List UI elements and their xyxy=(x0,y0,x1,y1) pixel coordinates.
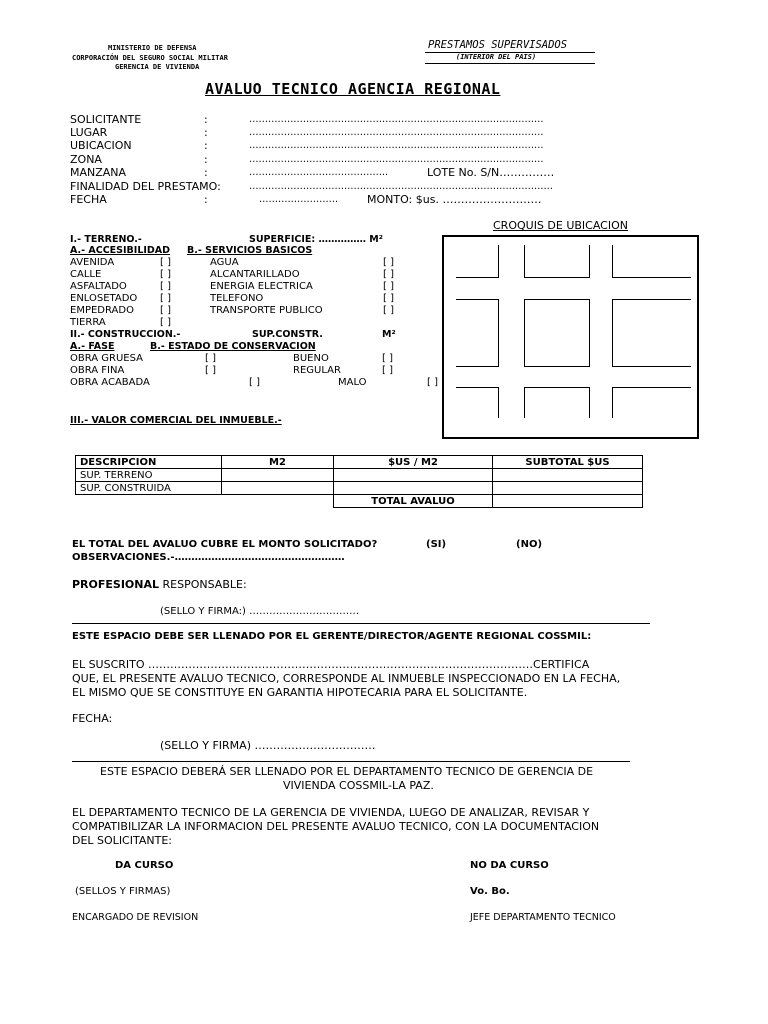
gerente-line: QUE, EL PRESENTE AVALUO TECNICO, CORRESPONDE AL INMUEBLE INSPECCIONADO EN LA FECHA, xyxy=(72,672,621,685)
total-label: TOTAL AVALUO xyxy=(334,495,493,508)
terreno-heading: I.- TERRENO.- xyxy=(70,234,142,245)
sup-constr-label: SUP.CONSTR. xyxy=(252,329,323,340)
encargado-label: ENCARGADO DE REVISION xyxy=(72,912,199,923)
checkbox[interactable]: [ ] xyxy=(383,257,394,268)
table-cell[interactable] xyxy=(334,482,493,495)
monto-field[interactable]: MONTO: $us. ……………………… xyxy=(367,193,542,206)
column-header: SUBTOTAL $US xyxy=(493,456,643,469)
program-subtitle: (INTERIOR DEL PAIS) xyxy=(456,53,537,61)
table-cell[interactable] xyxy=(222,482,334,495)
field-fecha-label: FECHA xyxy=(70,193,107,206)
table-cell[interactable] xyxy=(493,482,643,495)
question-text: EL TOTAL DEL AVALUO CUBRE EL MONTO SOLICITADO? xyxy=(72,539,378,550)
no-da-curso-option[interactable]: NO DA CURSO xyxy=(470,860,549,871)
vobo-label: Vo. Bo. xyxy=(470,886,510,897)
column-header: M2 xyxy=(222,456,334,469)
fase-item: OBRA ACABADA xyxy=(70,377,150,388)
colon: : xyxy=(204,153,208,166)
servicios-heading: B.- SERVICIOS BASICOS xyxy=(187,245,313,256)
checkbox[interactable]: [ ] xyxy=(205,365,216,376)
departamento-line: VIVIENDA COSSMIL-LA PAZ. xyxy=(283,779,434,792)
profesional-rest: RESPONSABLE: xyxy=(159,578,247,591)
field-solicitante-label: SOLICITANTE xyxy=(70,113,142,126)
profesional-bold: PROFESIONAL xyxy=(72,578,160,591)
service-item: ENERGIA ELECTRICA xyxy=(210,281,313,292)
field-manzana-label: MANZANA xyxy=(70,166,127,179)
total-cell[interactable] xyxy=(493,495,643,508)
table-cell[interactable] xyxy=(493,469,643,482)
table-header-row xyxy=(76,456,643,469)
ministry-label: MINISTERIO DE DEFENSA xyxy=(108,44,197,52)
checkbox[interactable]: [ ] xyxy=(383,293,394,304)
checkbox[interactable]: [ ] xyxy=(205,353,216,364)
valuation-table xyxy=(75,455,643,508)
colon: : xyxy=(204,113,208,126)
colon: : xyxy=(204,126,208,139)
empty-cell xyxy=(76,495,222,508)
checkbox[interactable]: [ ] xyxy=(160,269,171,280)
checkbox[interactable]: [ ] xyxy=(160,293,171,304)
field-ubicacion-label: UBICACION xyxy=(70,139,132,152)
checkbox[interactable]: [ ] xyxy=(383,305,394,316)
table-cell[interactable] xyxy=(222,469,334,482)
checkbox[interactable]: [ ] xyxy=(160,305,171,316)
checkbox[interactable]: [ ] xyxy=(160,281,171,292)
table-row xyxy=(76,482,643,495)
checkbox[interactable]: [ ] xyxy=(160,257,171,268)
departamento-line: ESTE ESPACIO DEBERÁ SER LLENADO POR EL DEPARTAMENTO TECNICO DE GERENCIA DE xyxy=(100,765,594,778)
no-option[interactable]: (NO) xyxy=(516,539,543,550)
estado-item: BUENO xyxy=(293,353,329,364)
jefe-label: JEFE DEPARTAMENTO TECNICO xyxy=(470,912,616,923)
column-header: $US / M2 xyxy=(334,456,493,469)
sellos-label: (SELLOS Y FIRMAS) xyxy=(75,886,171,897)
field-lugar-label: LUGAR xyxy=(70,126,108,139)
accesibilidad-heading: A.- ACCESIBILIDAD xyxy=(70,245,171,256)
profesional-label xyxy=(72,578,247,591)
field-finalidad-label: FINALIDAD DEL PRESTAMO: xyxy=(70,180,221,193)
estado-item: REGULAR xyxy=(293,365,341,376)
si-option[interactable]: (SI) xyxy=(426,539,447,550)
profesional-signature[interactable]: (SELLO Y FIRMA:) …………………………… xyxy=(160,606,360,617)
empty-cell xyxy=(222,495,334,508)
checkbox[interactable]: [ ] xyxy=(249,377,260,388)
corporation-label: CORPORACIÓN DEL SEGURO SOCIAL MILITAR xyxy=(72,54,228,62)
service-item: TRANSPORTE PUBLICO xyxy=(210,305,323,316)
gerente-line: EL MISMO QUE SE CONSTITUYE EN GARANTIA HIPOTECARIA PARA EL SOLICITANTE. xyxy=(72,686,528,699)
colon: : xyxy=(204,166,208,179)
departamento-paragraph: EL DEPARTAMENTO TECNICO DE LA GERENCIA DE VIVIENDA, LUEGO DE ANALIZAR, REVISAR Y xyxy=(72,806,590,819)
access-item: TIERRA xyxy=(70,317,106,328)
lote-field[interactable]: LOTE No. S/N…………… xyxy=(427,166,555,179)
service-item: TELEFONO xyxy=(210,293,264,304)
construccion-heading: II.- CONSTRUCCION.- xyxy=(70,329,181,340)
departamento-paragraph: COMPATIBILIZAR LA INFORMACION DEL PRESENTE AVALUO TECNICO, CON LA DOCUMENTACION xyxy=(72,820,600,833)
page-title: AVALUO TECNICO AGENCIA REGIONAL xyxy=(205,80,501,98)
croquis-box[interactable] xyxy=(442,235,699,439)
ubicacion-field[interactable]: ………………………………………………………………………………… xyxy=(249,140,544,151)
service-item: AGUA xyxy=(210,257,239,268)
fecha-field[interactable]: ……………………. xyxy=(259,194,339,205)
colon: : xyxy=(204,139,208,152)
gerente-fecha-label: FECHA: xyxy=(72,712,113,725)
departamento-paragraph: DEL SOLICITANTE: xyxy=(72,834,172,847)
gerente-line[interactable]: EL SUSCRITO ……………………………………………………………………………………………CERTIFICA xyxy=(72,658,590,671)
valor-heading: III.- VALOR COMERCIAL DEL INMUEBLE.- xyxy=(70,415,282,426)
access-item: CALLE xyxy=(70,269,102,280)
service-item: ALCANTARILLADO xyxy=(210,269,300,280)
checkbox[interactable]: [ ] xyxy=(382,353,393,364)
access-item: AVENIDA xyxy=(70,257,115,268)
table-cell[interactable] xyxy=(334,469,493,482)
checkbox[interactable]: [ ] xyxy=(427,377,438,388)
finalidad-field[interactable]: …………………………………………………………………………………… xyxy=(249,181,553,192)
table-total-row xyxy=(76,495,643,508)
fase-item: OBRA GRUESA xyxy=(70,353,144,364)
fase-heading: A.- FASE xyxy=(70,341,115,352)
gerente-signature[interactable]: (SELLO Y FIRMA) …………………………… xyxy=(160,739,376,752)
m2-label: M² xyxy=(382,329,396,340)
program-title: PRESTAMOS SUPERVISADOS xyxy=(428,39,568,51)
observaciones-field[interactable]: OBSERVACIONES.-…………………………………………… xyxy=(72,552,345,563)
gerencia-label: GERENCIA DE VIVIENDA xyxy=(115,63,200,71)
croquis-title: CROQUIS DE UBICACION xyxy=(493,219,628,232)
fase-item: OBRA FINA xyxy=(70,365,125,376)
row-label: SUP. CONSTRUIDA xyxy=(76,482,222,495)
table-row xyxy=(76,469,643,482)
gerente-heading: ESTE ESPACIO DEBE SER LLENADO POR EL GERENTE/DIRECTOR/AGENTE REGIONAL COSSMIL: xyxy=(72,631,592,642)
checkbox[interactable]: [ ] xyxy=(382,365,393,376)
checkbox[interactable]: [ ] xyxy=(383,281,394,292)
access-item: EMPEDRADO xyxy=(70,305,134,316)
estado-heading: B.- ESTADO DE CONSERVACION xyxy=(150,341,316,352)
field-zona-label: ZONA xyxy=(70,153,102,166)
colon: : xyxy=(204,193,208,206)
estado-item: MALO xyxy=(338,377,367,388)
manzana-field[interactable]: …………………………………….. xyxy=(249,167,389,178)
column-header: DESCRIPCION xyxy=(76,456,222,469)
row-label: SUP. TERRENO xyxy=(76,469,222,482)
access-item: ASFALTADO xyxy=(70,281,127,292)
da-curso-option[interactable]: DA CURSO xyxy=(115,860,174,871)
checkbox[interactable]: [ ] xyxy=(160,317,171,328)
solicitante-field[interactable]: ………………………………………………………………………………… xyxy=(249,114,544,125)
zona-field[interactable]: ………………………………………………………………………………… xyxy=(249,154,544,165)
lugar-field[interactable]: ………………………………………………………………………………… xyxy=(249,127,544,138)
checkbox[interactable]: [ ] xyxy=(383,269,394,280)
access-item: ENLOSETADO xyxy=(70,293,138,304)
superficie-field[interactable]: SUPERFICIE: …………… M² xyxy=(249,234,383,245)
